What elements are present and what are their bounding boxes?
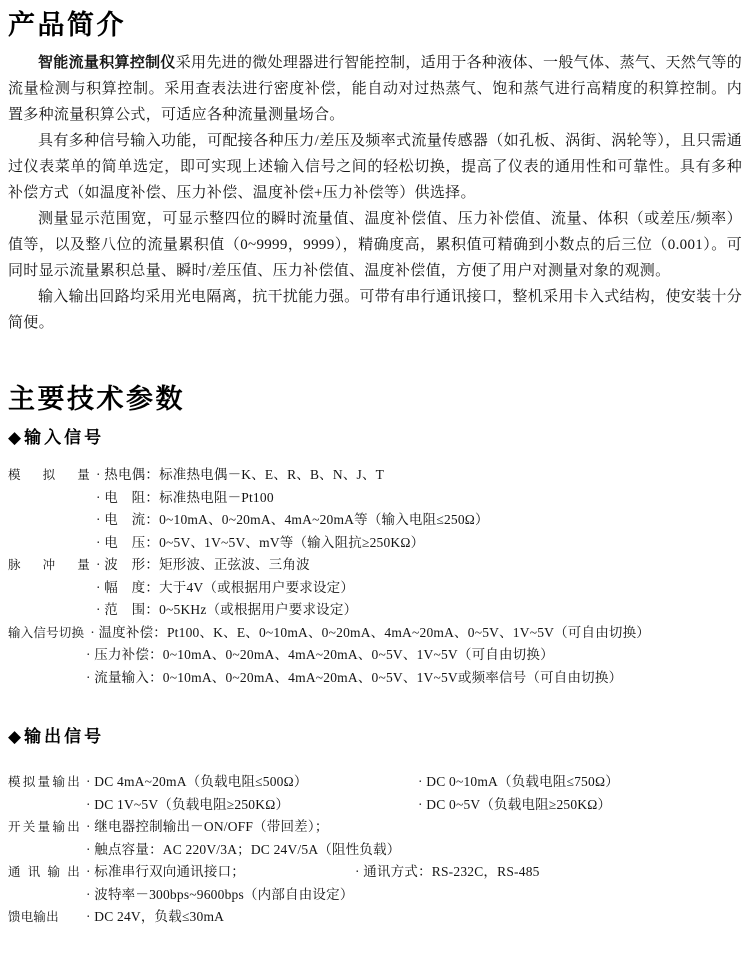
spec-value: · 波特率－300bps~9600bps（内部自由设定） (86, 886, 354, 902)
intro-title: 产品简介 (8, 10, 126, 40)
spec-value: · DC 0~10mA（负载电阻≤750Ω） (418, 774, 619, 789)
spec-value: · 压力补偿：0~10mA、0~20mA、4mA~20mA、0~5V、1V~5V（可自由切换） (86, 647, 554, 662)
spec-value: · 流量输入：0~10mA、0~20mA、4mA~20mA、0~5V、1V~5V或频率信号（可自由切换） (86, 669, 623, 685)
spec-value: · 热电偶：标准热电偶－K、E、R、B、N、J、T (96, 467, 385, 482)
spec-value: · 电 压：0~5V、1V~5V、mV等（输入阻抗≥250KΩ） (96, 534, 425, 550)
intro-paragraph-2: 具有多种信号输入功能，可配接各种压力/差压及频率式流量传感器（如孔板、涡街、涡轮等），且只需通过仪表菜单的简单选定，即可实现上述输入信号之间的轻松切换，提高了仪表的通用性和可靠性。具有多种补偿方式（如温度补偿、压力补偿、温度补偿+压力补偿等）供选择。 (8, 133, 742, 201)
table-row (8, 644, 742, 667)
output-signal-table (8, 771, 742, 929)
input-signal-table (8, 464, 742, 689)
spec-value: · 电 阻：标准热电阻－Pt100 (96, 489, 274, 505)
table-row (8, 816, 742, 839)
spec-value: · 触点容量：AC 220V/3A；DC 24V/5A（阻性负载） (86, 841, 401, 857)
table-row (8, 577, 742, 600)
intro-paragraph-3: 测量显示范围宽，可显示整四位的瞬时流量值、温度补偿值、压力补偿值、流量、体积（或差压/频率）值等，以及整八位的流量累积值（0~9999，9999），精确度高，累积值可精确到小数点的后三位（0.001）。可同时显示流量累积总量、瞬时/差压值、压力补偿值、温度补偿值，方便了用户对测量对象的观测。 (8, 211, 742, 279)
table-row (8, 861, 742, 884)
table-row (8, 532, 742, 555)
output-signal-heading: ◆输出信号 (8, 727, 105, 746)
spec-label: 通讯输出 (8, 865, 80, 879)
table-row (8, 771, 742, 794)
spec-label: 模拟量输出 (8, 775, 80, 789)
spec-value: · 波 形：矩形波、正弦波、三角波 (96, 557, 310, 572)
spec-label: 馈电输出 (8, 910, 59, 924)
table-row (8, 487, 742, 510)
spec-label: 模拟量 (8, 468, 90, 482)
intro-paragraph-1-bold-lead: 智能流量积算控制仪 (38, 55, 176, 71)
spec-value: · DC 24V，负载≤30mA (86, 909, 225, 924)
spec-value: · 范 围：0~5KHz（或根据用户要求设定） (96, 602, 358, 617)
intro-paragraph-1 (8, 50, 742, 128)
table-row (8, 667, 742, 690)
spec-label: 脉冲量 (8, 558, 90, 572)
spec-value: · 幅 度：大于4V（或根据用户要求设定） (96, 579, 355, 595)
spec-value: · 通讯方式：RS-232C，RS-485 (355, 864, 540, 879)
intro-paragraph-1-text: 采用先进的微处理器进行智能控制，适用于各种液体、一般气体、蒸气、天然气等的流量检测与积算控制。采用查表法进行密度补偿，能自动对过热蒸气、饱和蒸气进行高精度的积算控制。内置多种流量积算公式，可适应各种流量测量场合。 (8, 55, 743, 123)
table-row (8, 884, 742, 907)
specs-title: 主要技术参数 (8, 384, 185, 414)
spec-value: · 继电器控制输出－ON/OFF（带回差）； (86, 819, 329, 834)
spec-value: · DC 1V~5V（负载电阻≥250KΩ） (86, 796, 290, 812)
table-row (8, 622, 742, 645)
table-row (8, 509, 742, 532)
input-signal-heading: ◆输入信号 (8, 428, 105, 447)
table-row (8, 839, 742, 862)
table-row (8, 906, 742, 929)
spec-label: 开关量输出 (8, 820, 80, 834)
intro-paragraph-4: 输入输出回路均采用光电隔离，抗干扰能力强。可带有串行通讯接口，整机采用卡入式结构，使安装十分简便。 (8, 289, 742, 331)
table-row (8, 464, 742, 487)
table-row (8, 794, 742, 817)
table-row (8, 599, 742, 622)
spec-value: · 标准串行双向通讯接口； (86, 864, 245, 879)
spec-value: · DC 0~5V（负载电阻≥250KΩ） (418, 796, 612, 812)
spec-value: · 温度补偿：Pt100、K、E、0~10mA、0~20mA、4mA~20mA、0~5V、1V~5V（可自由切换） (90, 624, 650, 640)
spec-value: · 电 流：0~10mA、0~20mA、4mA~20mA等（输入电阻≤250Ω） (96, 512, 489, 527)
spec-value: · DC 4mA~20mA（负载电阻≤500Ω） (86, 774, 308, 789)
spec-label: 输入信号切换 (8, 625, 85, 640)
table-row (8, 554, 742, 577)
